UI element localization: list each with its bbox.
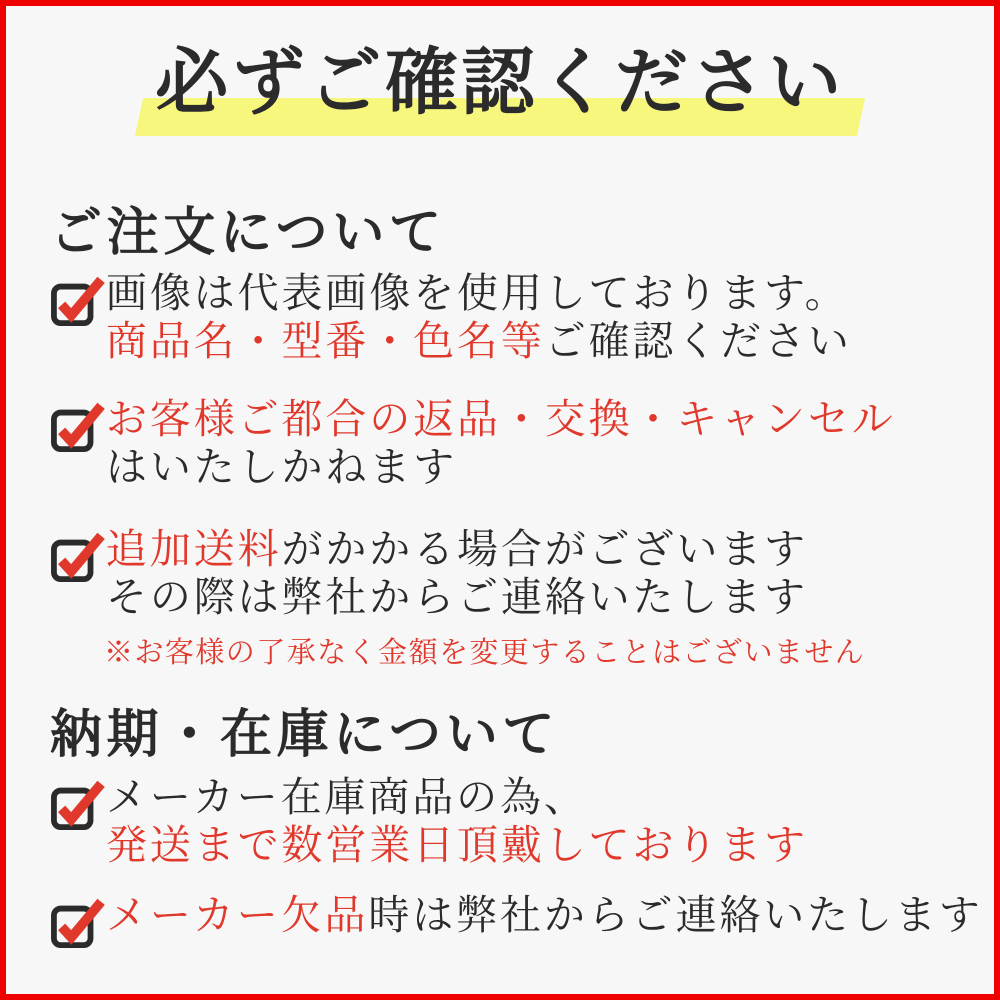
checklist-item-representative-image <box>50 270 852 365</box>
section-heading-order: ご注文について <box>50 205 446 262</box>
item-line <box>106 892 983 940</box>
page-title: 必ずご確認ください <box>155 42 845 123</box>
item-line <box>106 574 808 622</box>
item-text <box>106 526 808 621</box>
checklist-item-maker-shortage <box>50 892 983 949</box>
item-line <box>106 444 896 492</box>
checklist-item-extra-shipping <box>50 526 808 621</box>
line-red: 商品名・型番・色名等 <box>106 317 545 364</box>
line-red: 発送まで数営業日頂戴しております <box>106 821 808 868</box>
checklist-item-returns <box>50 396 896 491</box>
item-text <box>106 774 808 869</box>
item-line <box>106 318 852 366</box>
item-line <box>106 396 896 444</box>
line-red: メーカー欠品 <box>106 892 369 938</box>
line-black: がかかる場合がございます <box>281 526 808 572</box>
checkbox-checked-icon <box>50 897 106 949</box>
checkbox-checked-icon <box>50 531 106 583</box>
item-text <box>106 396 896 491</box>
checkbox-checked-icon <box>50 779 106 831</box>
checkbox-checked-icon <box>50 401 106 453</box>
line-black: 画像は代表画像を使用しております。 <box>106 270 849 316</box>
line-red: お客様ご都合の返品・交換・キャンセル <box>106 396 896 442</box>
line-red: 追加送料 <box>106 526 282 572</box>
line-black: ご確認ください <box>544 317 852 364</box>
item-text <box>106 270 852 365</box>
item-line <box>106 526 808 574</box>
item-line <box>106 270 852 318</box>
item-line <box>106 822 808 870</box>
checklist-item-maker-stock <box>50 774 808 869</box>
item-text <box>106 892 983 940</box>
checkbox-checked-icon <box>50 275 106 327</box>
line-black: メーカー在庫商品の為、 <box>106 774 588 820</box>
page-title-block <box>6 36 994 131</box>
line-black: はいたしかねます <box>106 443 457 490</box>
price-change-note: ※お客様の了承なく金額を変更することはございません <box>104 637 866 669</box>
line-black: 時は弊社からご連絡いたします <box>368 892 983 938</box>
line-black: その際は弊社からご連絡いたします <box>106 573 808 620</box>
item-line <box>106 774 808 822</box>
section-heading-stock: 納期・在庫について <box>50 707 560 764</box>
